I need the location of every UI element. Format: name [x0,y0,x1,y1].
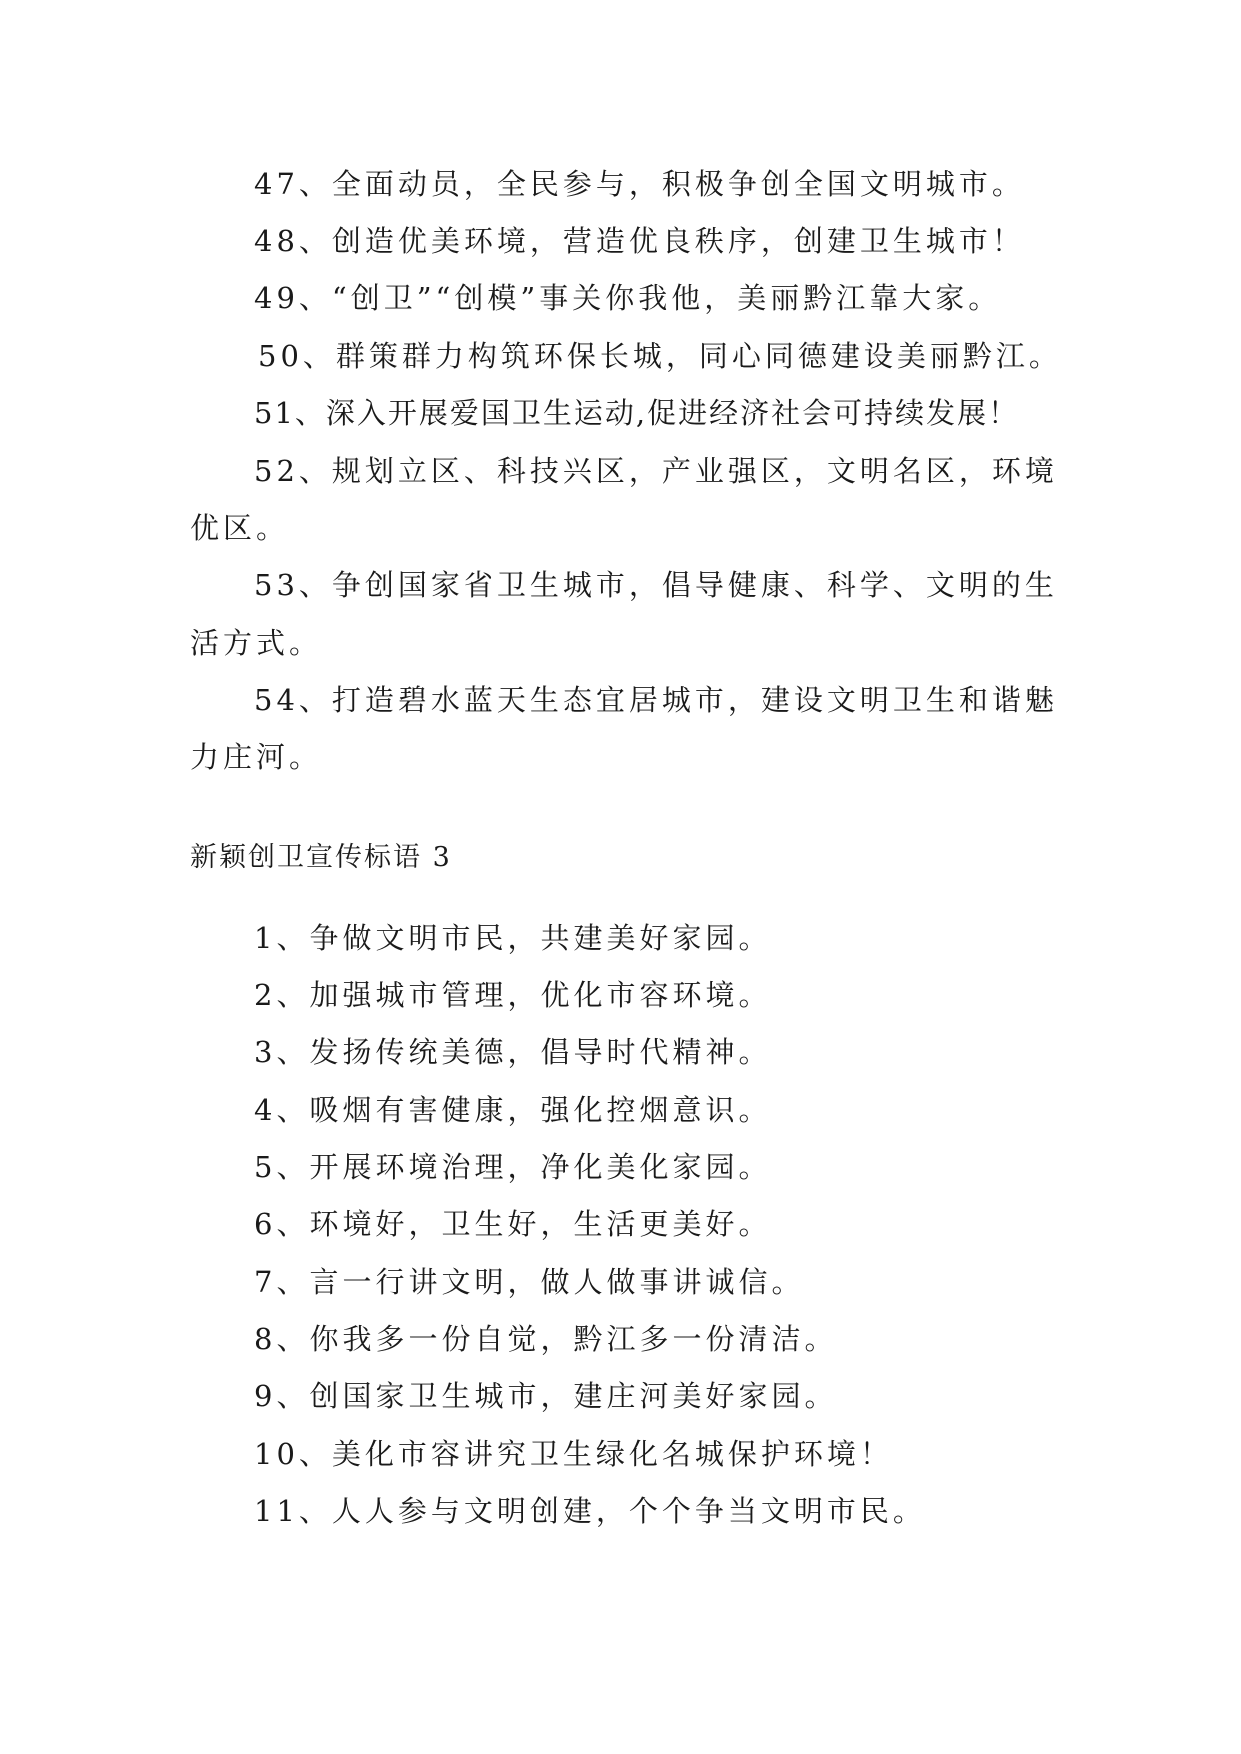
slogan-47: 47、全面动员，全民参与，积极争创全国文明城市。 [254,167,1025,201]
slogan-54-line1: 54、打造碧水蓝天生态宜居城市，建设文明卫生和谐魅 [254,683,1058,717]
slogan-5: 5、开展环境治理，净化美化家园。 [254,1150,772,1184]
section-heading: 新颖创卫宣传标语 3 [190,842,452,873]
slogan-49: 49、“创卫”“创模”事关你我他，美丽黔江靠大家。 [254,281,1002,315]
slogan-3: 3、发扬传统美德，倡导时代精神。 [254,1035,772,1069]
slogan-11: 11、人人参与文明创建，个个争当文明市民。 [254,1494,926,1528]
slogan-50: 50、群策群力构筑环保长城，同心同德建设美丽黔江。 [258,339,1062,373]
slogan-4: 4、吸烟有害健康，强化控烟意识。 [254,1093,772,1127]
slogan-1: 1、争做文明市民，共建美好家园。 [254,921,772,955]
slogan-52-line1: 52、规划立区、科技兴区，产业强区，文明名区，环境 [254,454,1058,488]
slogan-9: 9、创国家卫生城市，建庄河美好家园。 [254,1379,838,1413]
slogan-7: 7、言一行讲文明，做人做事讲诚信。 [254,1265,805,1299]
slogan-52-line2: 优区。 [190,511,290,545]
slogan-48: 48、创造优美环境，营造优良秩序，创建卫生城市！ [254,224,1025,258]
slogan-54-line2: 力庄河。 [190,740,323,774]
slogan-51: 51、深入开展爱国卫生运动,促进经济社会可持续发展！ [254,396,1020,430]
slogan-8: 8、你我多一份自觉，黔江多一份清洁。 [254,1322,838,1356]
slogan-6: 6、环境好，卫生好，生活更美好。 [254,1207,772,1241]
slogan-53-line1: 53、争创国家省卫生城市，倡导健康、科学、文明的生 [254,568,1058,602]
slogan-2: 2、加强城市管理，优化市容环境。 [254,978,772,1012]
slogan-53-line2: 活方式。 [190,626,323,660]
slogan-10: 10、美化市容讲究卫生绿化名城保护环境！ [254,1437,893,1471]
